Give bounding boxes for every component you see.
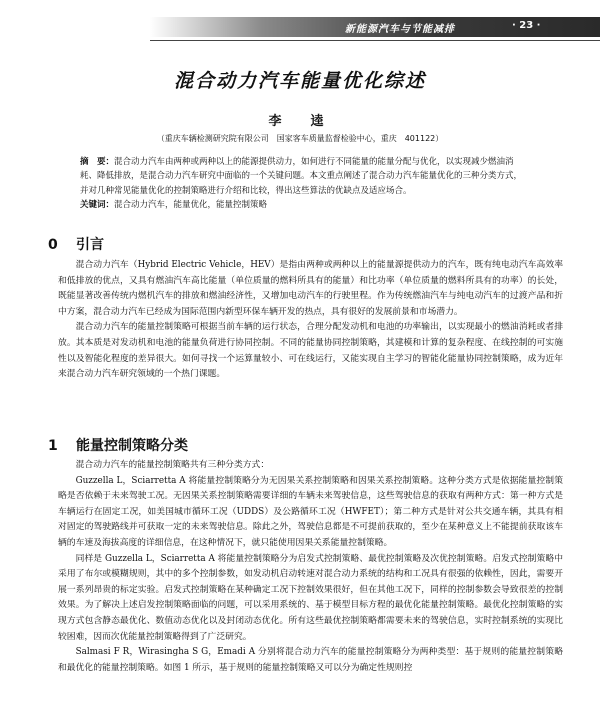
keywords: [80, 198, 530, 212]
paragraph: 混合动力汽车的能量控制策略可根据当前车辆的运行状态，合理分配发动机和电池的功率输出，以实现最小的燃油消耗或者排放。其本质是对发动机和电池的能量负荷进行协同控制。不同的能量协同控制策略，其建模和计算的复杂程度、在线控制的可实施性以及智能化程度的差异很大。如何寻找一个运算量较小、可在线运行，又能实现自主学习的智能化能量协同控制策略，成为近年来混合动力汽车研究领域的一个热门课题。: [58, 322, 563, 380]
section-title: 引言: [76, 237, 104, 253]
section-1-body: [58, 458, 563, 676]
journal-name: 新能源汽车与节能减排: [345, 24, 455, 35]
page-header: [0, 0, 600, 62]
abstract-label: 摘 要：: [80, 157, 115, 167]
paragraph: 混合动力汽车（Hybrid Electric Vehicle，HEV）是指由两种或两种以上的能量源提供动力的汽车，既有纯电动汽车高效率和低排放的优点，又具有燃油汽车高比能量（单位质量的燃料所具有的能量）和比功率（单位质量的燃料所具有的功率）的长处，既能显著改善传统内燃机汽车的排放和燃油经济性，又增加电动汽车的行驶里程。作为传统燃油汽车与纯电动汽车的过渡产品和折中方案，混合动力汽车已经成为国际范围内新型环保车辆开发的热点，具有很好的发展前景和市场潜力。: [58, 260, 563, 317]
paragraph: Guzzella L，Sciarretta A 将能量控制策略分为无因果关系控制策略和因果关系控制策略。这种分类方式是依据能量控制策略是否依赖于未来驾驶工况。无因果关系控制策略需要详细的车辆未来驾驶信息，这些驾驶信息的获取有两种方式：第一种方式是车辆运行在固定工况，如美国城市循环工况（UDDS）及公路循环工况（HWFET）；第二种方式是针对公共交通车辆，其具有相对固定的驾驶路线并可获取一定的未来驾驶信息。除此之外，驾驶信息都是不可提前获取的，至少在某种意义上不能提前获取该车辆的车速及海拔高度的详细信息，在这种情况下，就只能使用因果关系能量控制策略。: [58, 475, 563, 548]
header-rule: [150, 40, 600, 41]
section-heading-intro: [48, 234, 104, 254]
keywords-text: 混合动力汽车，能量优化，能量控制策略: [114, 199, 268, 210]
section-heading-1: [48, 435, 188, 455]
page-number: · 23 ·: [512, 20, 541, 31]
section-number: 0: [48, 237, 58, 253]
paragraph: 同样是 Guzzella L，Sciarretta A 将能量控制策略分为启发式控制策略、最优控制策略及次优控制策略。启发式控制策略中采用了布尔或模糊规则，其中的多个控制参数，如发动机启动转速对混合动力系统的结构和工况具有很强的依赖性，因此，需要开展一系列昂贵的标定实验。启发式控制策略在某种确定工况下控制效果很好，但在其他工况下，同样的控制参数会导致很差的控制效果。为了解决上述启发控制策略面临的问题，可以采用系统的、基于模型目标方程的最优化能量控制策略。最优化控制策略的实现方式包含静态最优化、数值动态优化以及封闭动态优化。所有这些最优控制策略都需要未来的驾驶信息，实时控制系统的实现比较困难，因而次优能量控制策略得到了广泛研究。: [58, 553, 563, 642]
author: 李 逵: [268, 114, 332, 129]
paper-title: 混合动力汽车能量优化综述: [173, 70, 426, 92]
affiliation: （重庆车辆检测研究院有限公司 国家客车质量监督检验中心，重庆 401122）: [156, 134, 444, 143]
section-intro-body: [58, 258, 563, 383]
section-title: 能量控制策略分类: [76, 438, 188, 454]
abstract-text: 混合动力汽车由两种或两种以上的能源提供动力，如何进行不同能量的能量分配与优化，以实现减少燃油消耗、降低排放，是混合动力汽车研究中面临的一个关键问题。本文重点阐述了混合动力汽车能量优化的三种分类方式，并对几种常见能量优化的控制策略进行介绍和比较，得出这些算法的优缺点及适应场合。: [80, 157, 523, 196]
paragraph: Salmasi F R，Wirasingha S G，Emadi A 分别将混合动力汽车的能量控制策略分为两种类型：基于规则的能量控制策略和最优化的能量控制策略。如图 1 所示，基于规则的能量控制策略又可以分为确定性规则控: [58, 647, 563, 673]
section-number: 1: [48, 438, 58, 454]
abstract-body: [80, 155, 530, 198]
abstract: [80, 155, 530, 212]
keywords-label: 关键词：: [80, 199, 115, 210]
paragraph: 混合动力汽车的能量控制策略共有三种分类方式：: [75, 460, 270, 470]
